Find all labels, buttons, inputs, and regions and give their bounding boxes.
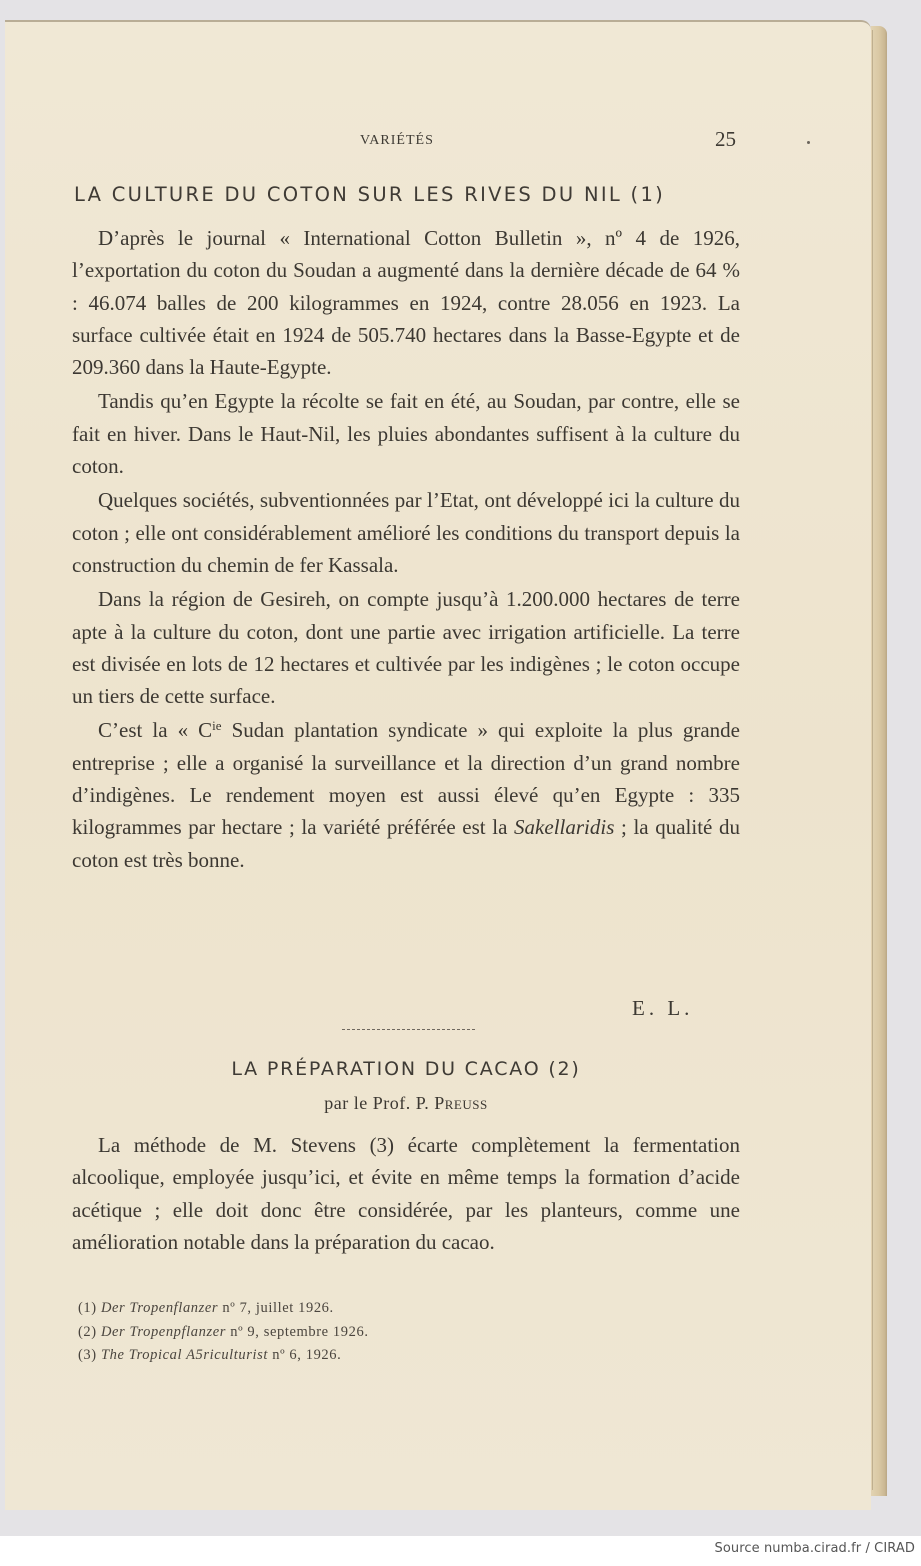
paragraph: Tandis qu’en Egypte la récolte se fait en été, au Soudan, par contre, elle se fait en hiver. Dans le Haut-Nil, les pluies abondantes suffisent à la culture du coton.: [72, 389, 740, 479]
page-edge-line: [872, 30, 873, 1490]
italic-variety-name: Sakellaridis: [514, 815, 615, 840]
footnote-title: Der Tropenflanzer: [100, 1300, 219, 1316]
footnote-title: Der Tropenpflanzer: [100, 1323, 227, 1340]
byline-author: Preuss: [434, 1093, 488, 1113]
paragraph: [72, 714, 740, 875]
footnote: [78, 1321, 369, 1345]
footnotes: [78, 1297, 369, 1368]
text-run: ; la qualité du coton est très bonne.: [72, 815, 741, 872]
footnote: [78, 1344, 369, 1368]
article-title-cotton: LA CULTURE DU COTON SUR LES RIVES DU NIL (1): [74, 183, 666, 206]
author-signature: E. L.: [632, 996, 694, 1020]
article-body-cacao: [72, 1129, 740, 1258]
page-number: 25: [715, 127, 736, 151]
byline-prefix: par le Prof. P.: [324, 1093, 435, 1113]
text-run: Sudan plantation syndicate » qui exploite la plus grande entreprise ; elle a organisé la surveillance et la direction d’un grand nombre d’indigènes. Le rendement moyen est aussi élevé qu’en Egypte : 335 kilogrammes par hectare ; la variété préférée est la: [72, 718, 741, 840]
footnote-details: nº 9, septembre 1926.: [226, 1323, 369, 1340]
article-title-cacao: LA PRÉPARATION DU CACAO (2): [231, 1058, 581, 1080]
footnote-marker: (1): [78, 1300, 97, 1316]
scan-speck: [807, 141, 810, 144]
paragraph: Dans la région de Gesireh, on compte jusqu’à 1.200.000 hectares de terre apte à la culture du coton, dont une partie avec irrigation artificielle. La terre est divisée en lots de 12 hectares et cultivée par les indigènes ; le coton occupe un tiers de cette surface.: [72, 587, 740, 709]
text-run: C’est la « C: [98, 718, 213, 743]
byline: [72, 1093, 740, 1114]
page-edge-stack: [871, 26, 887, 1496]
footnote: [78, 1297, 369, 1321]
section-divider: [342, 1029, 475, 1031]
paragraph: Quelques sociétés, subventionnées par l’Etat, ont développé ici la culture du coton ; elle ont considérablement amélioré les conditions du transport depuis la construction du chemin de fer Kassala.: [72, 488, 740, 577]
paragraph: La méthode de M. Stevens (3) écarte complètement la fermentation alcoolique, employée jusqu’ici, et évite en même temps la formation d’acide acétique ; elle doit donc être considérée, par les planteurs, comme une amélioration notable dans la préparation du cacao.: [72, 1133, 740, 1254]
article-body-cotton: [72, 222, 740, 876]
paragraph: D’après le journal « International Cotton Bulletin », nº 4 de 1926, l’exportation du coton du Soudan a augmenté dans la dernière décade de 64 % : 46.074 balles de 200 kilogrammes en 1924, contre 28.056 en 1923. La surface cultivée était en 1924 de 505.740 hectares dans la Basse-Egypte et de 209.360 dans la Haute-Egypte.: [72, 226, 740, 380]
footnote-marker: (3): [78, 1347, 97, 1363]
superscript: ie: [212, 718, 222, 734]
footnote-details: nº 7, juillet 1926.: [218, 1300, 334, 1316]
source-credit: Source numba.cirad.fr / CIRAD: [714, 1541, 915, 1556]
running-head: VARIÉTÉS: [360, 133, 434, 148]
footnote-details: nº 6, 1926.: [268, 1347, 342, 1363]
footnote-title: The Tropical A5riculturist: [100, 1347, 269, 1363]
footnote-marker: (2): [78, 1323, 97, 1340]
